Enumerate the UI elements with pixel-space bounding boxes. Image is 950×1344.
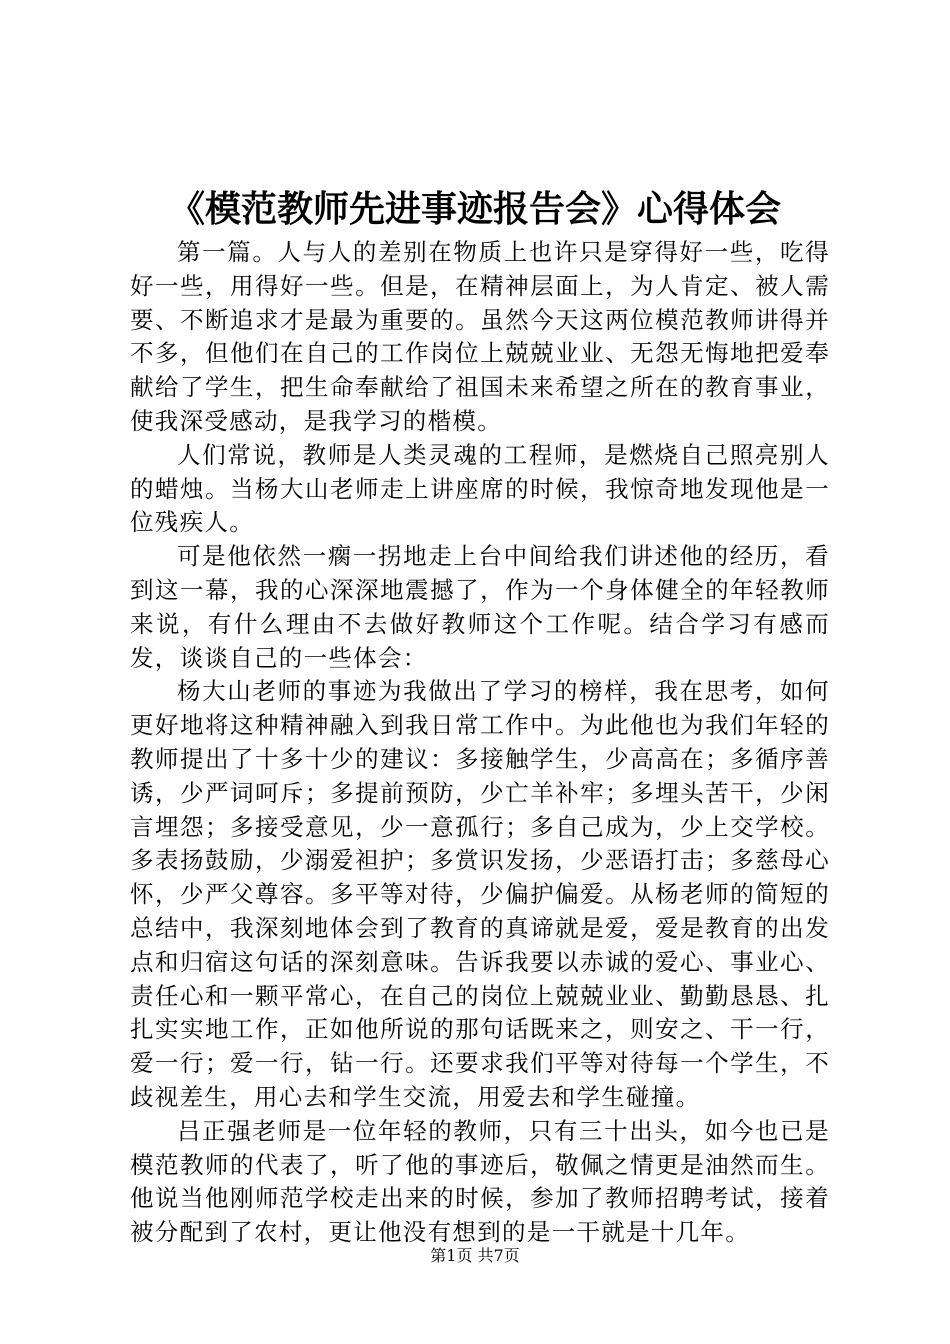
- paragraph-2: 人们常说，教师是人类灵魂的工程师，是燃烧自己照亮别人的蜡烛。当杨大山老师走上讲座席的时候，我惊奇地发现他是一位残疾人。: [130, 440, 830, 537]
- document-body: [130, 236, 830, 1250]
- paragraph-4: 杨大山老师的事迹为我做出了学习的榜样，我在思考，如何更好地将这种精神融入到我日常工作中。为此他也为我们年轻的教师提出了十多十少的建议：多接触学生，少高高在；多循序善诱，少严词呵斥；多提前预防，少亡羊补牢；多埋头苦干，少闲言埋怨；多接受意见，少一意孤行；多自己成为，少上交学校。多表扬鼓励，少溺爱袒护；多赏识发扬，少恶语打击；多慈母心怀，少严父尊容。多平等对待，少偏护偏爱。从杨老师的简短的总结中，我深刻地体会到了教育的真谛就是爱，爱是教育的出发点和归宿这句话的深刻意味。告诉我要以赤诚的爱心、事业心、责任心和一颗平常心，在自己的岗位上兢兢业业、勤勤恳恳、扎扎实实地工作，正如他所说的那句话既来之，则安之、干一行，爱一行；爱一行，钻一行。还要求我们平等对待每一个学生，不歧视差生，用心去和学生交流，用爱去和学生碰撞。: [130, 677, 830, 1111]
- paragraph-3: 可是他依然一瘸一拐地走上台中间给我们讲述他的经历，看到这一幕，我的心深深地震撼了，作为一个身体健全的年轻教师来说，有什么理由不去做好教师这个工作呢。结合学习有感而发，谈谈自己的一些体会：: [130, 542, 830, 672]
- paragraph-1: 第一篇。人与人的差别在物质上也许只是穿得好一些，吃得好一些，用得好一些。但是，在精神层面上，为人肯定、被人需要、不断追求才是最为重要的。虽然今天这两位模范教师讲得并不多，但他们在自己的工作岗位上兢兢业业、无怨无悔地把爱奉献给了学生，把生命奉献给了祖国未来希望之所在的教育事业，使我深受感动，是我学习的楷模。: [130, 238, 830, 435]
- page-number-footer: 第1页 共7页: [430, 1246, 520, 1265]
- document-title: 《模范教师先进事迹报告会》心得体会: [168, 189, 781, 230]
- paragraph-5: 吕正强老师是一位年轻的教师，只有三十出头，如今也已是模范教师的代表了，听了他的事迹后，敬佩之情更是油然而生。他说当他刚师范学校走出来的时候，参加了教师招聘考试，接着被分配到了农村，更让他没有想到的是一干就是十几年。: [130, 1116, 830, 1247]
